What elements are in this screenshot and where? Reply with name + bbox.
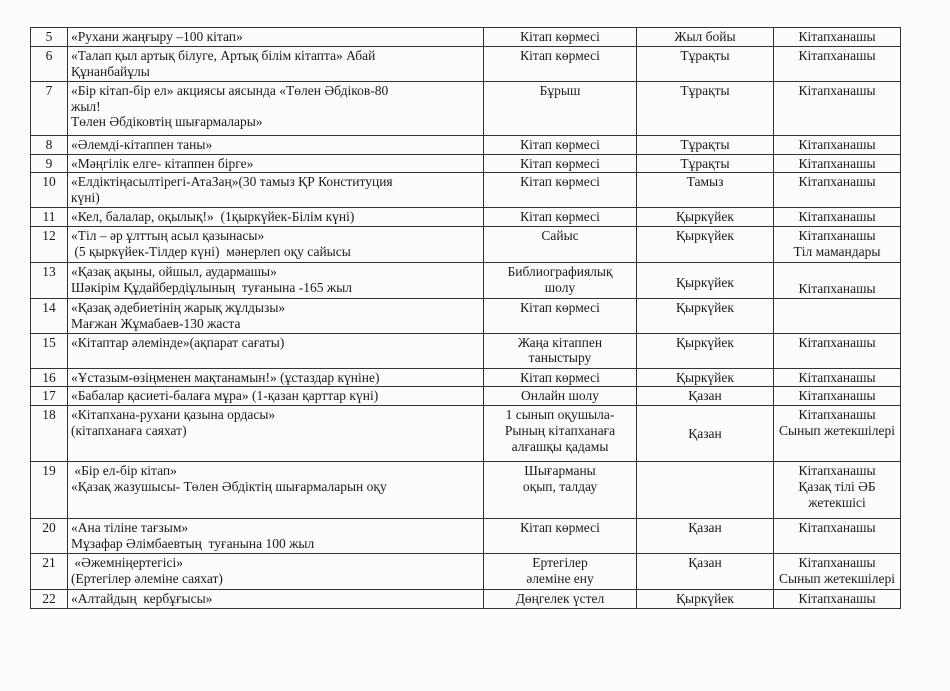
row-number: 19 bbox=[42, 463, 56, 479]
event-title: «Әлемді-кітаппен таны» bbox=[71, 136, 213, 152]
event-responsible-cell bbox=[774, 519, 901, 554]
event-date-cell bbox=[637, 154, 774, 173]
row-number: 13 bbox=[42, 264, 56, 280]
event-title: «Ана тіліне тағзым» bbox=[71, 520, 189, 536]
event-responsible-cell bbox=[774, 263, 901, 299]
event-responsible: Кітапханaшы bbox=[798, 29, 876, 44]
event-title-cell bbox=[68, 368, 484, 387]
event-responsible-cell bbox=[774, 135, 901, 154]
event-title: Мағжан Жұмабаев-130 жаста bbox=[71, 315, 241, 331]
event-responsible: Кітапханашы bbox=[798, 555, 876, 571]
table-row bbox=[31, 263, 901, 299]
event-responsible: Сынып жетекшілері bbox=[779, 571, 895, 587]
event-responsible: Кітапханашы bbox=[798, 174, 876, 190]
event-date-cell bbox=[637, 28, 774, 47]
row-number: 18 bbox=[42, 407, 56, 423]
event-form-cell bbox=[484, 135, 637, 154]
event-responsible: Кітапханашы bbox=[798, 281, 876, 297]
event-title: «Кітаптар әлемінде»(ақпарат сағаты) bbox=[71, 334, 285, 350]
table-row bbox=[31, 462, 901, 519]
row-number-cell bbox=[31, 406, 68, 462]
event-title: «Рухани жаңғыру –100 кітап» bbox=[71, 29, 243, 44]
event-date: Тұрақты bbox=[680, 82, 730, 98]
table-row bbox=[31, 368, 901, 387]
event-title-cell bbox=[68, 387, 484, 406]
event-form-cell bbox=[484, 81, 637, 135]
event-responsible-cell bbox=[774, 227, 901, 263]
row-number: 20 bbox=[42, 520, 56, 536]
event-date-cell bbox=[637, 208, 774, 227]
event-responsible-cell bbox=[774, 462, 901, 519]
table-row bbox=[31, 227, 901, 263]
event-responsible: Кітапханашы bbox=[798, 228, 876, 244]
events-table bbox=[30, 27, 901, 609]
event-responsible: Кітапханашы bbox=[798, 463, 876, 479]
event-form-cell bbox=[484, 28, 637, 47]
row-number-cell bbox=[31, 154, 68, 173]
event-form: Кітап көрмесі bbox=[520, 47, 600, 63]
event-title: «Ұстазым-өзіңменен мақтанамын!» (ұстаздар күніне) bbox=[71, 369, 380, 385]
event-date: Қыркүйек bbox=[676, 228, 734, 244]
event-form: Библиографиялық bbox=[507, 264, 613, 280]
row-number: 6 bbox=[45, 47, 53, 63]
table-row bbox=[31, 387, 901, 406]
row-number-cell bbox=[31, 368, 68, 387]
event-title: «Талап қыл артық білуге, Артық білім кітапта» Абай bbox=[71, 47, 376, 63]
event-title: Шәкірім Құдайбердіұлының туғанына -165 жыл bbox=[71, 279, 353, 295]
event-form-cell bbox=[484, 173, 637, 208]
event-title: «Бір ел-бір кітап» bbox=[71, 463, 177, 479]
row-number: 8 bbox=[45, 136, 53, 152]
event-title: «Елдіктіңасылтірегі-АтаЗаң»(30 тамыз ҚР Конституция bbox=[71, 174, 393, 190]
event-form: Кітап көрмесі bbox=[520, 209, 600, 225]
event-title: «Қазақ жазушысы- Төлен Әбдіктің шығармаларын оқу bbox=[71, 479, 387, 495]
event-form-cell bbox=[484, 406, 637, 462]
event-date: Қазан bbox=[688, 425, 722, 441]
event-date: Қыркүйек bbox=[676, 275, 734, 291]
table-row bbox=[31, 299, 901, 334]
row-number: 15 bbox=[42, 334, 56, 350]
row-number-cell bbox=[31, 462, 68, 519]
event-form: әлеміне ену bbox=[526, 571, 594, 587]
event-responsible: Кітапханашы bbox=[798, 155, 876, 171]
event-form: Сайыс bbox=[541, 228, 579, 244]
row-number: 11 bbox=[42, 209, 56, 225]
event-date: Қыркүйек bbox=[676, 334, 734, 350]
event-title: «Әжемніңертегісі» bbox=[71, 555, 183, 571]
event-date: Қыркүйек bbox=[676, 300, 734, 316]
table-row bbox=[31, 554, 901, 590]
event-responsible: Кітапханашы bbox=[798, 209, 876, 225]
event-title-cell bbox=[68, 590, 484, 609]
event-responsible: Кітапханашы bbox=[798, 334, 876, 350]
event-responsible: Кітапханашы bbox=[798, 369, 876, 385]
row-number-cell bbox=[31, 299, 68, 334]
event-date-cell bbox=[637, 299, 774, 334]
event-title: Құнанбайұлы bbox=[71, 63, 150, 79]
event-responsible-cell bbox=[774, 406, 901, 462]
row-number: 7 bbox=[45, 82, 53, 98]
event-form-cell bbox=[484, 208, 637, 227]
table-row bbox=[31, 519, 901, 554]
event-responsible-cell bbox=[774, 154, 901, 173]
event-form: Кітап көрмесі bbox=[520, 155, 600, 171]
event-responsible: жетекшісі bbox=[808, 494, 866, 510]
row-number: 14 bbox=[42, 300, 56, 316]
event-date-cell bbox=[637, 333, 774, 368]
event-date: Тамыз bbox=[686, 174, 724, 190]
event-responsible-cell bbox=[774, 28, 901, 47]
row-number-cell bbox=[31, 208, 68, 227]
event-responsible-cell bbox=[774, 387, 901, 406]
event-date-cell bbox=[637, 519, 774, 554]
event-form: Бұрыш bbox=[539, 82, 581, 98]
row-number-cell bbox=[31, 387, 68, 406]
event-title-cell bbox=[68, 208, 484, 227]
event-form-cell bbox=[484, 299, 637, 334]
event-title: «Тіл – әр ұлттың асыл қазынасы» bbox=[71, 228, 265, 244]
table-row bbox=[31, 208, 901, 227]
event-responsible: Кітапханашы bbox=[798, 388, 876, 404]
event-responsible-cell bbox=[774, 173, 901, 208]
event-form: оқып, талдау bbox=[522, 479, 598, 495]
event-form: таныстыру bbox=[528, 350, 592, 366]
event-date-cell bbox=[637, 81, 774, 135]
row-number: 9 bbox=[45, 155, 53, 171]
event-date-cell bbox=[637, 368, 774, 387]
table-row bbox=[31, 590, 901, 609]
event-title-cell bbox=[68, 263, 484, 299]
event-title-cell bbox=[68, 173, 484, 208]
row-number-cell bbox=[31, 46, 68, 81]
event-date: Тұрақты bbox=[680, 47, 730, 63]
event-date-cell bbox=[637, 173, 774, 208]
event-title-cell bbox=[68, 46, 484, 81]
event-date: Қазан bbox=[688, 520, 722, 536]
event-title: Мұзафар Әлімбаевтың туғанына 100 жыл bbox=[71, 536, 315, 552]
row-number-cell bbox=[31, 173, 68, 208]
event-form: шолу bbox=[544, 279, 576, 295]
row-number-cell bbox=[31, 519, 68, 554]
row-number: 22 bbox=[42, 591, 56, 607]
event-responsible: Кітапханашы bbox=[798, 407, 876, 423]
event-title: «Алтайдың кербұғысы» bbox=[71, 591, 213, 607]
event-date-cell bbox=[637, 227, 774, 263]
event-date: Жыл бойы bbox=[674, 29, 736, 44]
row-number-cell bbox=[31, 227, 68, 263]
event-title: «Қазақ әдебиетінің жарық жұлдызы» bbox=[71, 300, 286, 316]
row-number: 17 bbox=[42, 388, 56, 404]
event-responsible-cell bbox=[774, 81, 901, 135]
event-title: (кітапханаға саяхат) bbox=[71, 423, 187, 439]
event-date: Қыркүйек bbox=[676, 591, 734, 607]
event-responsible-cell bbox=[774, 299, 901, 334]
event-form-cell bbox=[484, 368, 637, 387]
row-number-cell bbox=[31, 333, 68, 368]
table-row bbox=[31, 333, 901, 368]
event-responsible-cell bbox=[774, 208, 901, 227]
row-number: 5 bbox=[45, 29, 53, 44]
event-form-cell bbox=[484, 46, 637, 81]
row-number-cell bbox=[31, 554, 68, 590]
row-number: 21 bbox=[42, 555, 56, 571]
event-date: Қыркүйек bbox=[676, 209, 734, 225]
event-date: Қазан bbox=[688, 555, 722, 571]
event-title-cell bbox=[68, 462, 484, 519]
event-title: «Бір кітап-бір ел» акциясы аясында «Төлен Әбдіков-80 bbox=[71, 82, 389, 98]
row-number-cell bbox=[31, 28, 68, 47]
event-title: күні) bbox=[71, 190, 100, 206]
event-form: Кітап көрмесі bbox=[520, 369, 600, 385]
event-form: Кітап көрмесі bbox=[520, 520, 600, 536]
event-form-cell bbox=[484, 554, 637, 590]
event-title-cell bbox=[68, 554, 484, 590]
row-number-cell bbox=[31, 135, 68, 154]
event-form: Кітап көрмесі bbox=[520, 136, 600, 152]
event-responsible: Кітапханашы bbox=[798, 82, 876, 98]
event-form-cell bbox=[484, 590, 637, 609]
table-row bbox=[31, 28, 901, 47]
event-responsible: Кітапханашы bbox=[798, 47, 876, 63]
event-title-cell bbox=[68, 299, 484, 334]
event-title-cell bbox=[68, 406, 484, 462]
event-responsible: Сынып жетекшілері bbox=[779, 423, 895, 439]
event-responsible: Тіл мамандары bbox=[793, 243, 881, 259]
event-date-cell bbox=[637, 387, 774, 406]
table-row bbox=[31, 81, 901, 135]
event-form: 1 сынып оқушыла- bbox=[505, 407, 615, 423]
event-form: Шығарманы bbox=[524, 463, 596, 479]
event-responsible-cell bbox=[774, 333, 901, 368]
event-title: (Ертегілер әлеміне саяхат) bbox=[71, 571, 223, 587]
event-form: Кітап көрмесі bbox=[520, 174, 600, 190]
event-title-cell bbox=[68, 333, 484, 368]
event-date-cell bbox=[637, 462, 774, 519]
event-form: Дөңгелек үстел bbox=[515, 591, 605, 607]
table-row bbox=[31, 135, 901, 154]
event-form-cell bbox=[484, 519, 637, 554]
event-title: «Мәңгілік елге- кітаппен бірге» bbox=[71, 155, 254, 171]
row-number-cell bbox=[31, 81, 68, 135]
event-responsible-cell bbox=[774, 590, 901, 609]
row-number-cell bbox=[31, 263, 68, 299]
event-title-cell bbox=[68, 28, 484, 47]
event-title-cell bbox=[68, 154, 484, 173]
event-form-cell bbox=[484, 227, 637, 263]
event-form: Жаңа кітаппен bbox=[517, 334, 603, 350]
event-title: «Қазақ ақыны, ойшыл, аудармашы» bbox=[71, 264, 277, 280]
row-number-cell bbox=[31, 590, 68, 609]
table-row bbox=[31, 154, 901, 173]
event-form: Кітап көрмесі bbox=[520, 300, 600, 316]
event-title: «Бабалар қасиеті-балаға мұра» (1-қазан қарттар күні) bbox=[71, 388, 379, 404]
event-form-cell bbox=[484, 387, 637, 406]
event-form-cell bbox=[484, 263, 637, 299]
event-title-cell bbox=[68, 81, 484, 135]
event-date: Тұрақты bbox=[680, 155, 730, 171]
event-form-cell bbox=[484, 154, 637, 173]
event-form: алғашқы қадамы bbox=[511, 438, 609, 454]
event-date-cell bbox=[637, 135, 774, 154]
event-responsible-cell bbox=[774, 554, 901, 590]
event-form: Ертегілер bbox=[532, 555, 588, 571]
event-responsible-cell bbox=[774, 46, 901, 81]
event-form: Онлайн шолу bbox=[521, 388, 599, 404]
event-title: жыл! bbox=[71, 98, 101, 114]
event-responsible: Кітапханашы bbox=[798, 591, 876, 607]
event-date-cell bbox=[637, 46, 774, 81]
event-title-cell bbox=[68, 227, 484, 263]
event-date: Қыркүйек bbox=[676, 369, 734, 385]
event-date-cell bbox=[637, 263, 774, 299]
table-row bbox=[31, 406, 901, 462]
event-responsible: Кітапханашы bbox=[798, 520, 876, 536]
event-form: Кітап көрмесі bbox=[520, 29, 600, 44]
row-number: 10 bbox=[42, 174, 56, 190]
event-date-cell bbox=[637, 554, 774, 590]
event-date: Тұрақты bbox=[680, 136, 730, 152]
event-responsible-cell bbox=[774, 368, 901, 387]
event-title: «Кел, балалар, оқылық!» (1қыркүйек-Білім күні) bbox=[71, 209, 355, 225]
row-number: 12 bbox=[42, 228, 56, 244]
event-title-cell bbox=[68, 135, 484, 154]
table-row bbox=[31, 46, 901, 81]
event-date: Қазан bbox=[688, 388, 722, 404]
event-form-cell bbox=[484, 333, 637, 368]
event-title: «Кітапхана-рухани қазына ордасы» bbox=[71, 407, 276, 423]
event-form: Рының кітапханаға bbox=[504, 423, 616, 439]
row-number: 16 bbox=[42, 369, 56, 385]
event-title-cell bbox=[68, 519, 484, 554]
table-row bbox=[31, 173, 901, 208]
event-responsible: Қазақ тілі ӘБ bbox=[798, 479, 876, 495]
event-responsible: Кітапханашы bbox=[798, 136, 876, 152]
event-date-cell bbox=[637, 406, 774, 462]
event-form-cell bbox=[484, 462, 637, 519]
event-date-cell bbox=[637, 590, 774, 609]
event-title: Төлен Әбдіковтің шығармалары» bbox=[71, 114, 263, 130]
event-title: (5 қыркүйек-Тілдер күні) мәнерлеп оқу сайысы bbox=[71, 243, 351, 259]
